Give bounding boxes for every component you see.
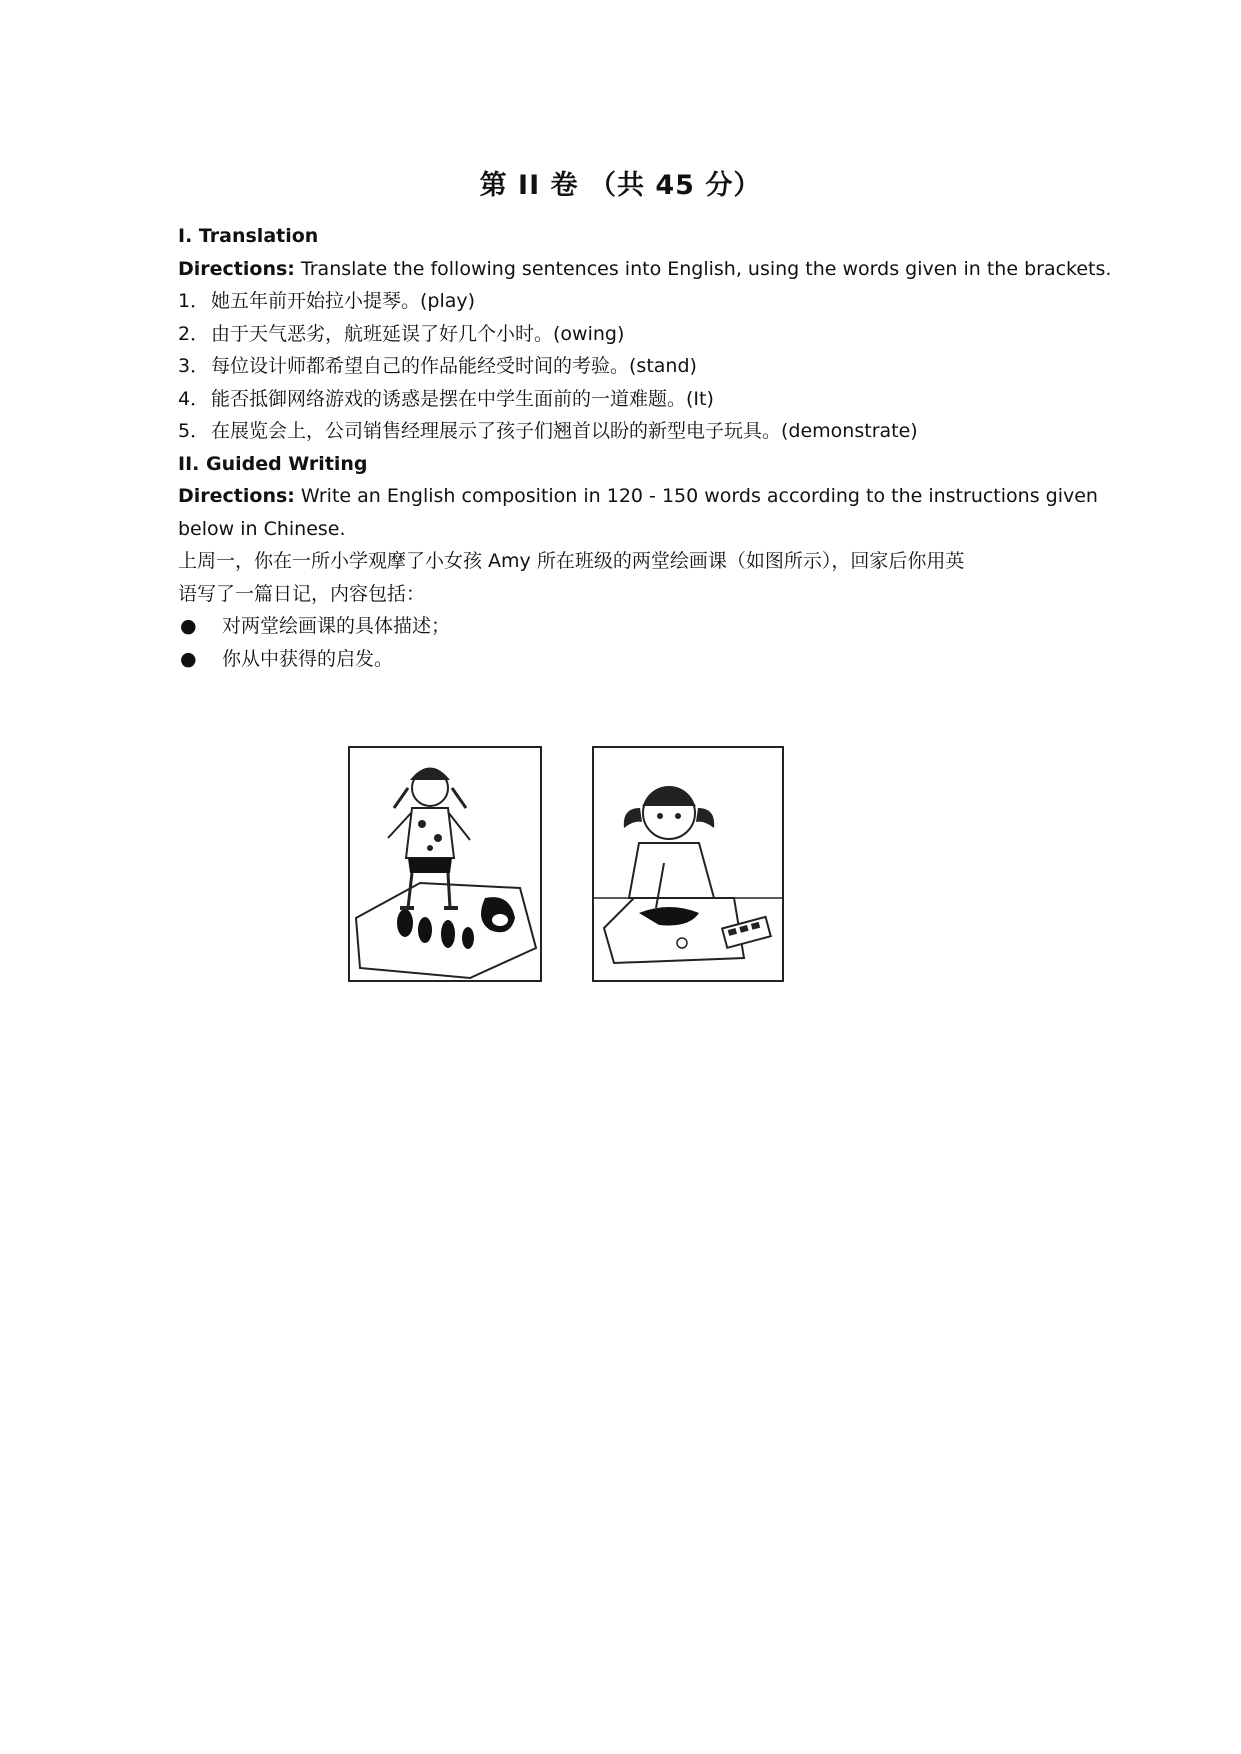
- section-translation-heading: I. Translation: [178, 225, 319, 247]
- directions-label: Directions:: [178, 257, 295, 280]
- translation-item: [178, 350, 1078, 383]
- illustration-figure: [320, 716, 820, 1016]
- translation-item: [178, 383, 1078, 416]
- section-writing-heading: II. Guided Writing: [178, 452, 368, 475]
- bullet-icon: ●: [180, 615, 197, 637]
- translation-item: [178, 285, 1078, 318]
- item-text: 能否抵御网络游戏的诱惑是摆在中学生面前的一道难题。(It): [211, 387, 714, 410]
- page-title: 第 II 卷 （共 45 分）: [479, 170, 762, 201]
- item-text: 由于天气恶劣，航班延误了好几个小时。(owing): [211, 322, 625, 345]
- item-number: 1．: [178, 290, 210, 312]
- item-number: 2．: [178, 322, 210, 345]
- directions-text: Write an English composition in 120 - 150 words according to the instructions given: [294, 485, 1098, 507]
- writing-directions: [178, 480, 1098, 513]
- writing-prompt-line: 语写了一篇日记，内容包括：: [178, 582, 426, 605]
- item-text: 在展览会上，公司销售经理展示了孩子们翘首以盼的新型电子玩具。(demonstrate): [211, 420, 918, 442]
- item-text: 每位设计师都希望自己的作品能经受时间的考验。(stand): [211, 355, 697, 377]
- exam-content: [178, 220, 1112, 675]
- writing-directions-cont: below in Chinese.: [178, 517, 346, 540]
- bullet-item: [178, 610, 1078, 643]
- translation-directions: [178, 253, 1112, 286]
- item-text: 她五年前开始拉小提琴。(play): [211, 290, 476, 312]
- writing-prompt-line: 上周一，你在一所小学观摩了小女孩 Amy 所在班级的两堂绘画课（如图所示），回家后你用英: [178, 550, 965, 572]
- directions-label: Directions:: [178, 485, 295, 507]
- directions-text: Translate the following sentences into English, using the words given in the brackets.: [294, 257, 1112, 280]
- bullet-text: 你从中获得的启发。: [222, 647, 394, 670]
- translation-item: [178, 415, 1078, 448]
- translation-item: [178, 318, 1078, 351]
- bullet-text: 对两堂绘画课的具体描述；: [222, 615, 451, 637]
- item-number: 3．: [178, 355, 210, 377]
- item-number: 4．: [178, 387, 210, 410]
- bullet-item: [178, 643, 1078, 676]
- girl-painting-at-desk-illustration: [592, 746, 784, 982]
- girl-painting-on-floor-illustration: [348, 746, 542, 982]
- item-number: 5．: [178, 420, 210, 442]
- bullet-icon: ●: [180, 647, 197, 670]
